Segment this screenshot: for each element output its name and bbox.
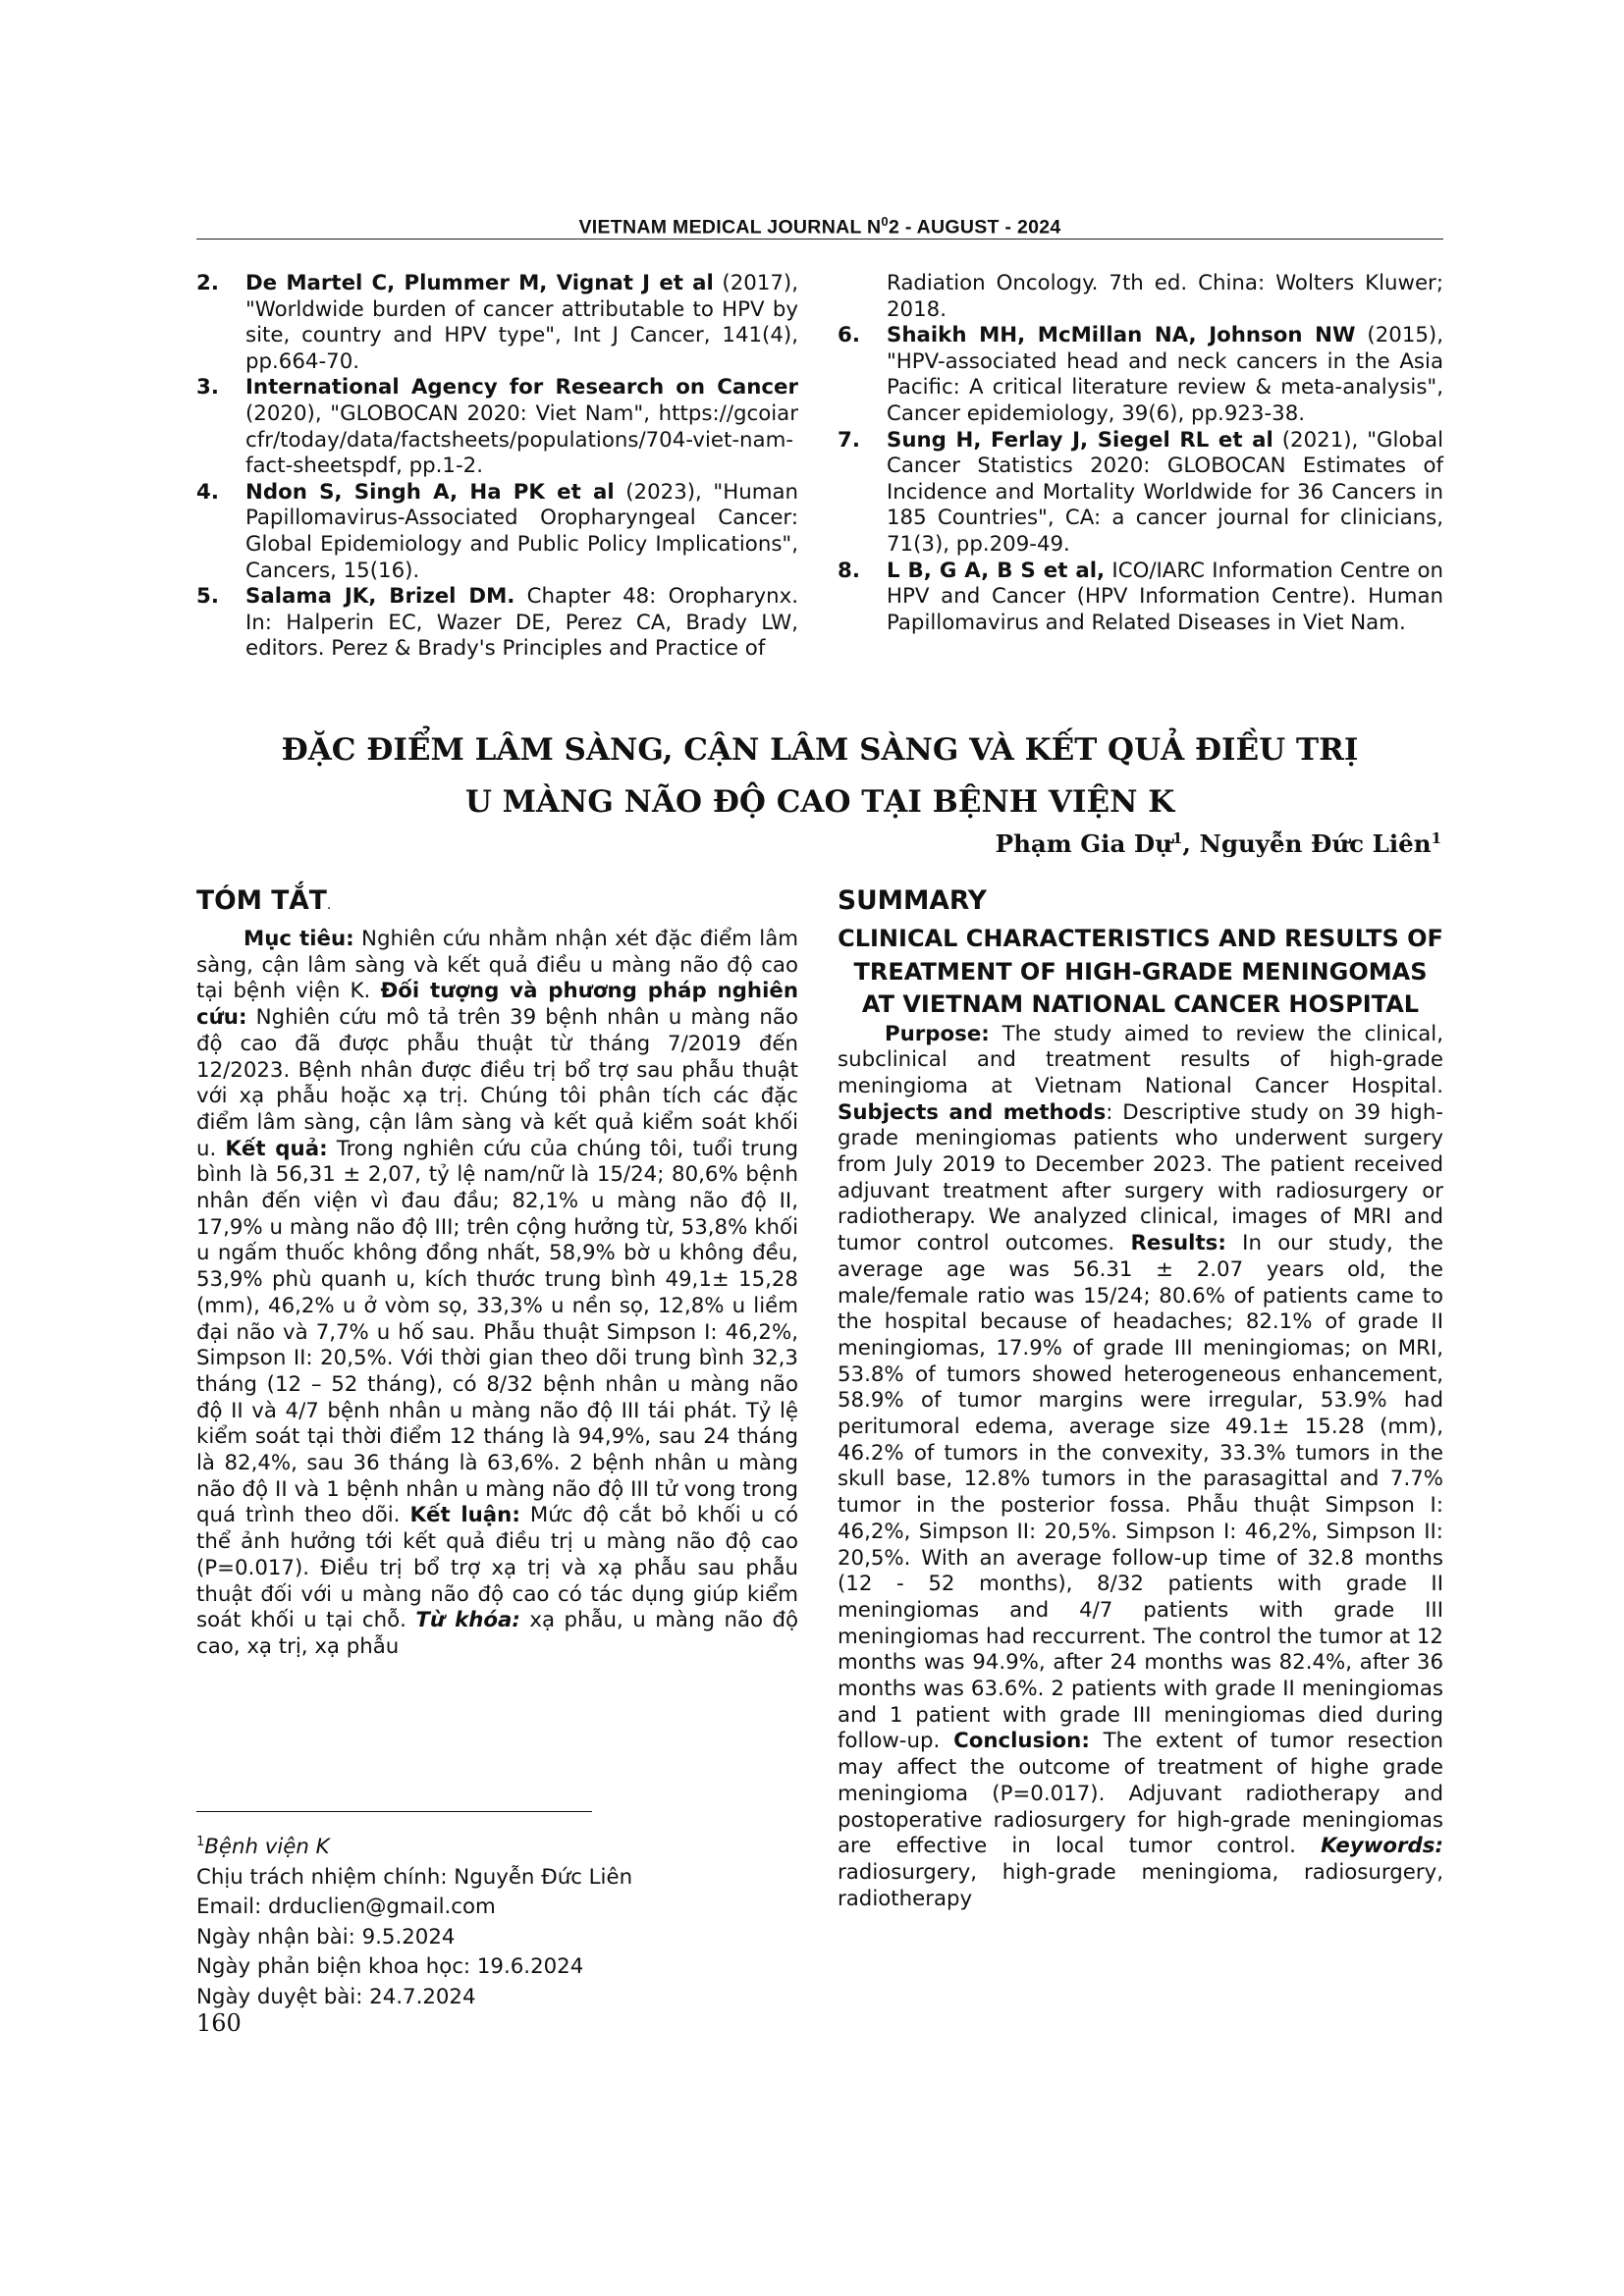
purpose-text: The study aimed to review the clinical, subclinical and treatment results of high-grade meningioma at Vietnam National Cancer Hospital.: [838, 1021, 1443, 1098]
reference-text: ICO/IARC Information Centre on HPV and Cancer (HPV Information Centre). Human Papillomavirus and Related Diseases in Viet Nam.: [887, 558, 1443, 635]
reference-authors: Sung H, Ferlay J, Siegel RL et al: [887, 427, 1273, 453]
keywords-label: Keywords:: [1321, 1834, 1443, 1859]
article-authors: [996, 829, 1441, 858]
footnote-received: Ngày nhận bài: 9.5.2024: [196, 1924, 456, 1949]
reference-number: 8.: [838, 558, 860, 583]
footnote-affiliation: [196, 1828, 798, 1863]
footnote-rule: [196, 1811, 592, 1812]
reference-authors: International Agency for Research on Cancer: [245, 375, 798, 400]
reference-text: (2021), "Global Cancer Statistics 2020: GLOBOCAN Estimates of Incidence and Mortality Worldwide for 36 Cancers in 185 Countries", CA: a cancer journal for clinicians, 71(3), pp.209-49.: [887, 427, 1443, 557]
author-affiliation-mark: 1: [1171, 829, 1183, 847]
abstract-heading-text: TÓM TẮT: [196, 885, 327, 916]
reference-number: 2.: [196, 271, 219, 295]
footnote-reviewed: Ngày phản biện khoa học: 19.6.2024: [196, 1954, 584, 1980]
results-text: Trong nghiên cứu của chúng tôi, tuổi trung bình là 56,31 ± 2,07, tỷ lệ nam/nữ là 15/24; 80,6% bệnh nhân đến viện vì đau đầu; 82,1% u màng não độ II, 17,9% u màng não độ III; trên cộng hưởng từ, 53,8% khối u ngấm thuốc không đồng nhất, 58,9% bờ u không đều, 53,9% phù quanh u, kích thước trung bình 49,1± 15,28 (mm), 46,2% u ở vòm sọ, 33,3% u nền sọ, 12,8% u liềm đại não và 7,7% u hố sau. Phẫu thuật Simpson I: 46,2%, Simpson II: 20,5%. Với thời gian theo dõi trung bình 32,3 tháng (12 – 52 tháng), có 8/32 bệnh nhân u màng não độ II và 4/7 bệnh nhân u màng não độ III tái phát. Tỷ lệ kiểm soát tại thời điểm 12 tháng là 94,9%, sau 24 tháng là 82,4%, sau 36 tháng là 63,6%. 2 bệnh nhân u màng não độ II và 1 bệnh nhân u màng não độ III tử vong trong quá trình theo dõi.: [196, 1136, 798, 1528]
reference-item: [196, 375, 798, 479]
footnote-accepted: Ngày duyệt bài: 24.7.2024: [196, 1985, 476, 2010]
reference-number: 5.: [196, 584, 219, 610]
header-rule: [196, 239, 1443, 240]
author-affiliation-mark: 1: [1431, 829, 1441, 847]
conclusion-text: Mức độ cắt bỏ khối u có thể ảnh hưởng tới kết quả điều trị u màng não độ cao (P=0.017). Điều trị bổ trợ xạ trị và xạ phẫu sau phẫu thuật đối với u màng não độ cao có tác dụng giúp kiểm soát khối u tại chỗ.: [196, 1503, 798, 1633]
reference-text: (2015), "HPV-associated head and neck cancers in the Asia Pacific: A critical literature review & meta-analysis", Cancer epidemiology, 39(6), pp.923-38.: [887, 323, 1444, 426]
conclusion-label: Conclusion:: [953, 1729, 1090, 1754]
article-title-line-1: ĐẶC ĐIỂM LÂM SÀNG, CẬN LÂM SÀNG VÀ KẾT QUẢ ĐIỀU TRỊ: [281, 732, 1359, 768]
summary-title: CLINICAL CHARACTERISTICS AND RESULTS OF TREATMENT OF HIGH-GRADE MENINGOMAS AT VIETNAM NATIONAL CANCER HOSPITAL: [838, 925, 1443, 1018]
conclusion-text: The extent of tumor resection may affect the outcome of treatment of highe grade meningioma (P=0.017). Adjuvant radiotherapy and postoperative radiosurgery for high-grade meningiomas are effective in local tumor control.: [838, 1729, 1443, 1859]
results-label: Kết quả:: [225, 1136, 328, 1161]
objective-text: Nghiên cứu nhằm nhận xét đặc điểm lâm sàng, cận lâm sàng và kết quả điều u màng não độ cao tại bệnh viện K.: [196, 927, 798, 1004]
reference-item: [196, 480, 798, 584]
methods-text: Nghiên cứu mô tả trên 39 bệnh nhân u màng não độ cao đã được phẫu thuật từ tháng 7/2019 đến 12/2023. Bệnh nhân được điều trị bổ trợ sau phẫu thuật với xạ phẫu hoặc xạ trị. Chúng tôi phân tích các đặc điểm lâm sàng, cận lâm sàng và kết quả kiểm soát khối u.: [196, 1005, 798, 1161]
summary-heading: SUMMARY: [838, 885, 987, 916]
methods-text: : Descriptive study on 39 high-grade meningiomas patients who underwent surgery from July 2019 to December 2023. The patient received adjuvant treatment after surgery with radiosurgery or radiotherapy. We analyzed clinical, images of MRI and tumor control outcomes.: [838, 1099, 1443, 1256]
reference-text: Chapter 48: Oropharynx. In: Halperin EC, Wazer DE, Perez CA, Brady LW, editors. Perez & Brady's Principles and Practice of: [245, 584, 799, 662]
author-separator: ,: [1182, 829, 1200, 859]
reference-number: 6.: [838, 323, 860, 348]
abstract-heading: [196, 883, 798, 923]
reference-item: [196, 584, 798, 663]
reference-authors: L B, G A, B S et al,: [887, 558, 1106, 583]
article-title-line-2: U MÀNG NÃO ĐỘ CAO TẠI BỆNH VIỆN K: [464, 784, 1175, 820]
page-number: 160: [196, 2009, 242, 2037]
reference-number: 3.: [196, 375, 219, 400]
journal-number-superscript: 0: [881, 214, 889, 229]
journal-name: VIETNAM MEDICAL JOURNAL N: [578, 216, 882, 239]
reference-authors: De Martel C, Plummer M, Vignat J et al: [245, 271, 714, 295]
reference-text: (2017), "Worldwide burden of cancer attributable to HPV by site, country and HPV type", Int J Cancer, 141(4), pp.664-70.: [245, 271, 799, 374]
journal-issue: 2 - AUGUST - 2024: [888, 216, 1061, 239]
running-header: [196, 214, 1443, 240]
reference-text: (2023), "Human Papillomavirus-Associated Oropharyngeal Cancer: Global Epidemiology and Public Policy Implications", Cancers, 15(16).: [245, 479, 799, 583]
keywords-label: Từ khóa:: [415, 1608, 520, 1633]
author-name: Phạm Gia Dự: [995, 829, 1172, 859]
abstract-vietnamese: [196, 883, 798, 1661]
reference-number: 7.: [838, 427, 860, 453]
author-name: Nguyễn Đức Liên: [1199, 829, 1432, 859]
reference-item: [838, 559, 1443, 637]
keywords-text: xạ phẫu, u màng não độ cao, xạ trị, xạ phẫu: [196, 1608, 799, 1659]
methods-label: Đối tượng và phương pháp nghiên cứu:: [196, 979, 798, 1031]
results-label: Results:: [1130, 1231, 1226, 1256]
reference-number: 4.: [196, 479, 219, 505]
conclusion-label: Kết luận:: [409, 1503, 520, 1528]
abstract-paragraph: [196, 927, 798, 1661]
references-right-column: [838, 271, 1443, 636]
objective-label: Mục tiêu:: [244, 927, 354, 951]
purpose-label: Purpose:: [885, 1021, 990, 1046]
reference-item: [838, 323, 1443, 427]
keywords-text: radiosurgery, high-grade meningioma, radiosurgery, radiotherapy: [838, 1860, 1443, 1911]
references-left-column: [196, 271, 798, 663]
footnotes: [196, 1828, 798, 2013]
summary-english: [838, 883, 1443, 1912]
footnote-corresponding: Chịu trách nhiệm chính: Nguyễn Đức Liên: [196, 1864, 633, 1890]
reference-continuation: Radiation Oncology. 7th ed. China: Wolters Kluwer; 2018.: [887, 271, 1443, 322]
reference-authors: Shaikh MH, McMillan NA, Johnson NW: [887, 323, 1356, 348]
reference-authors: Ndon S, Singh A, Ha PK et al: [245, 479, 615, 505]
results-text: In our study, the average age was 56.31 ± 2.07 years old, the male/female ratio was 15/24; 80.6% of patients came to the hospital because of headaches; 82.1% of grade II meningiomas, 17.9% of grade III meningiomas; on MRI, 53.8% of tumors showed heterogeneous enhancement, 58.9% of tumor margins were irregular, 53.9% had peritumoral edema, average size 49.1± 15.28 (mm), 46.2% of tumors in the convexity, 33.3% tumors in the skull base, 12.8% tumors in the parasagittal and 7.7% tumor in the posterior fossa. Phẫu thuật Simpson I: 46,2%, Simpson II: 20,5%. Simpson I: 46,2%, Simpson II: 20,5%. With an average follow-up time of 32.8 months (12 - 52 months), 8/32 patients with grade II meningiomas and 4/7 patients with grade III meningiomas had reccurrent. The control the tumor at 12 months was 94.9%, after 24 months was 82.4%, after 36 months was 63.6%. 2 patients with grade II meningiomas and 1 patient with grade III meningiomas died during follow-up.: [838, 1231, 1443, 1754]
methods-label: Subjects and methods: [838, 1099, 1107, 1125]
affiliation-mark: 1: [196, 1835, 205, 1849]
footnote-email: Email: drduclien@gmail.com: [196, 1895, 496, 1920]
reference-authors: Salama JK, Brizel DM.: [245, 584, 515, 610]
summary-paragraph: [838, 1022, 1443, 1913]
abstract-heading-dot: .: [326, 897, 332, 913]
reference-item: [196, 271, 798, 375]
reference-text: (2020), "GLOBOCAN 2020: Viet Nam", https://gcoiarcfr/today/data/factsheets/populations/704-viet-nam-fact-sheetspdf, pp.1-2.: [245, 400, 798, 479]
article-title: [196, 724, 1443, 828]
reference-item: [838, 428, 1443, 559]
affiliation-text: Bệnh viện K: [204, 1835, 330, 1860]
